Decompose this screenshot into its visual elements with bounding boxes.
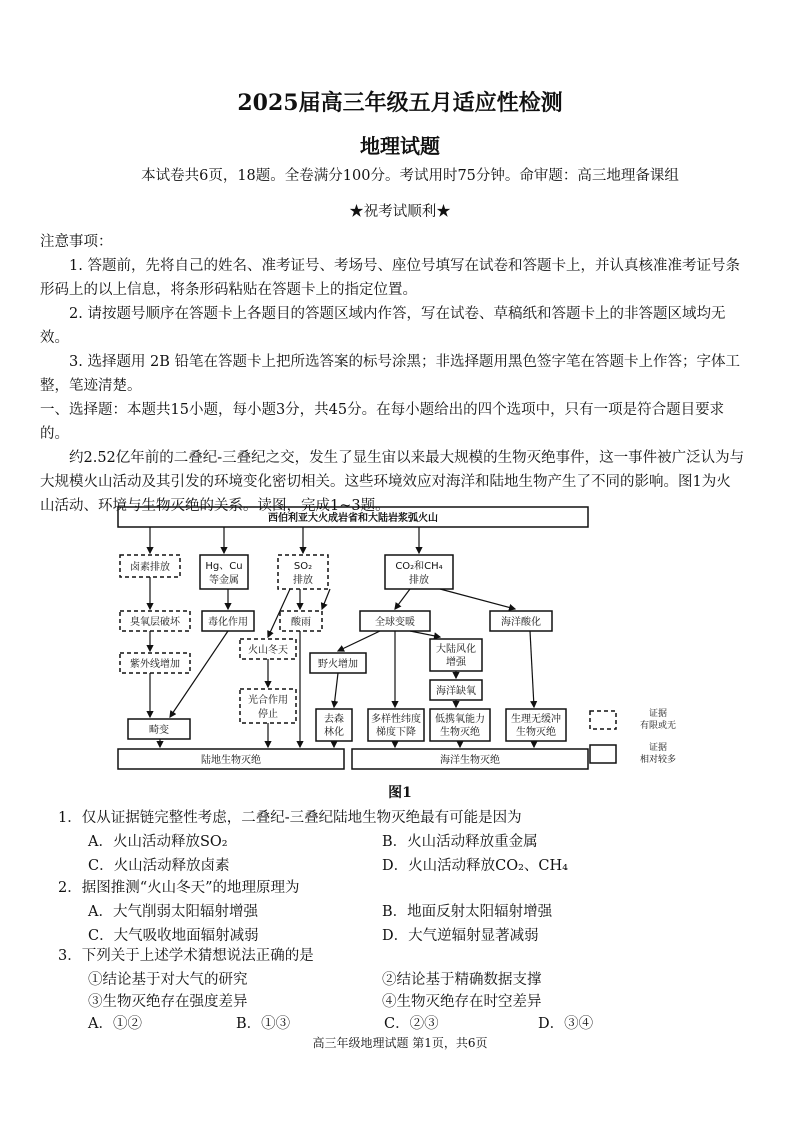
label-halogen: 卤素排放 [130,562,170,573]
label-ozone: 臭氧层破坏 [130,617,180,628]
label-div-1: 多样性纬度 [371,714,421,725]
label-uv: 紫外线增加 [130,659,180,670]
section-intro: 约2.52亿年前的二叠纪-三叠纪之交，发生了显生宙以来最大规模的生物灭绝事件，这一事件被广泛认为与大规模火山活动及其引发的环境变化密切相关。这些环境效应对海洋和陆地生物产生了不同的影响。图1为火山活动、环境与生物灭绝的关系。读图，完成1~3题。 [40,450,745,514]
label-deform: 畸变 [149,725,169,736]
q3-option-a[interactable]: A．①② [88,1016,142,1032]
q3-statement-4: ④生物灭绝存在时空差异 [382,994,542,1010]
q3-statement-2: ②结论基于精确数据支撑 [382,972,542,988]
figure-caption: 图1 [388,785,412,801]
volcano-extinction-diagram [110,503,710,775]
page-footer: 高三年级地理试题 第1页，共6页 [312,1036,488,1050]
label-lowox-2: 生物灭绝 [440,727,480,738]
notice-heading: 注意事项： [40,234,113,250]
q3-statement-1: ①结论基于对大气的研究 [88,972,248,988]
subject-title: 地理试题 [360,134,440,158]
q1-option-d[interactable]: D．火山活动释放CO₂、CH₄ [382,858,568,874]
label-volcanic-winter: 火山冬天 [248,645,288,656]
legend-dashed-box [590,711,616,729]
label-photo-2: 停止 [258,709,278,720]
exam-info: 本试卷共6页，18题。全卷满分100分。考试用时75分钟。命审题：高三地理备课组 [141,168,679,184]
legend-solid-box [590,745,616,763]
label-deforest-1: 去森 [324,714,344,725]
section-heading: 一、选择题：本题共15小题，每小题3分，共45分。在每小题给出的四个选项中，只有一项是符合题目要求的。 [40,402,725,442]
label-hgcu-1: Hg、Cu [205,561,243,572]
q3-option-c[interactable]: C．②③ [384,1016,439,1032]
legend-limited-2: 有限或无 [639,721,677,731]
q2-stem: 2．据图推测“火山冬天”的地理原理为 [58,880,300,896]
label-poison: 毒化作用 [208,617,248,628]
label-so2-1: SO₂ [293,561,313,572]
label-wildfire: 野火增加 [318,659,358,670]
q3-option-b[interactable]: B．①③ [236,1016,291,1032]
label-land-extinction: 陆地生物灭绝 [201,755,261,766]
label-co2-1: CO₂和CH₄ [395,561,443,572]
q1-stem: 1．仅从证据链完整性考虑，二叠纪-三叠纪陆地生物灭绝最有可能是因为 [58,810,522,826]
label-div-2: 梯度下降 [376,727,416,738]
q2-option-c[interactable]: C．大气吸收地面辐射减弱 [88,928,259,944]
label-top: 西伯利亚大火成岩省和大陆岩浆弧火山 [268,513,438,524]
q2-option-b[interactable]: B．地面反射太阳辐射增强 [382,904,553,920]
label-warming: 全球变暖 [375,617,415,628]
label-so2-2: 排放 [293,575,313,586]
notice-item-2: 2. 请按题号顺序在答题卡上各题目的答题区域内作答，写在试卷、草稿纸和答题卡上的非答题区域均无效。 [40,306,726,346]
label-hgcu-2: 等金属 [209,575,239,586]
legend-more-1: 证据 [648,743,668,753]
label-weathering-1: 大陆风化 [436,644,476,655]
label-ocean-acid: 海洋酸化 [501,617,541,628]
notice-item-3: 3. 选择题用 2B 铅笔在答题卡上把所选答案的标号涂黑；非选择题用黑色签字笔在答题卡上作答；字体工整，笔迹清楚。 [40,354,741,394]
label-co2-2: 排放 [409,575,429,586]
label-buffer-2: 生物灭绝 [516,727,556,738]
legend-limited-1: 证据 [648,709,668,719]
label-photo-1: 光合作用 [248,695,288,706]
q1-option-b[interactable]: B．火山活动释放重金属 [382,834,538,850]
label-weathering-2: 增强 [446,657,466,668]
label-acid-rain: 酸雨 [291,617,311,628]
label-lowox-1: 低携氧能力 [435,714,485,725]
label-buffer-1: 生理无缓冲 [511,714,561,725]
notice-item-1: 1. 答题前，先将自己的姓名、准考证号、考场号、座位号填写在试卷和答题卡上，并认真核准准考证号条形码上的以上信息，将条形码粘贴在答题卡上的指定位置。 [40,258,740,298]
exam-title: 2025届高三年级五月适应性检测 [237,90,563,116]
good-luck-line: ★祝考试顺利★ [349,204,451,220]
label-deforest-2: 林化 [324,727,344,738]
label-sea-extinction: 海洋生物灭绝 [440,755,500,766]
legend-more-2: 相对较多 [639,755,677,765]
q2-option-a[interactable]: A．大气削弱太阳辐射增强 [88,904,258,920]
q1-option-a[interactable]: A．火山活动释放SO₂ [88,834,228,850]
label-anoxia: 海洋缺氧 [436,686,476,697]
q1-option-c[interactable]: C．火山活动释放卤素 [88,858,230,874]
q3-option-d[interactable]: D．③④ [538,1016,594,1032]
q3-stem: 3．下列关于上述学术猜想说法正确的是 [58,948,314,964]
q3-statement-3: ③生物灭绝存在强度差异 [88,994,248,1010]
q2-option-d[interactable]: D．大气逆辐射显著减弱 [382,928,539,944]
